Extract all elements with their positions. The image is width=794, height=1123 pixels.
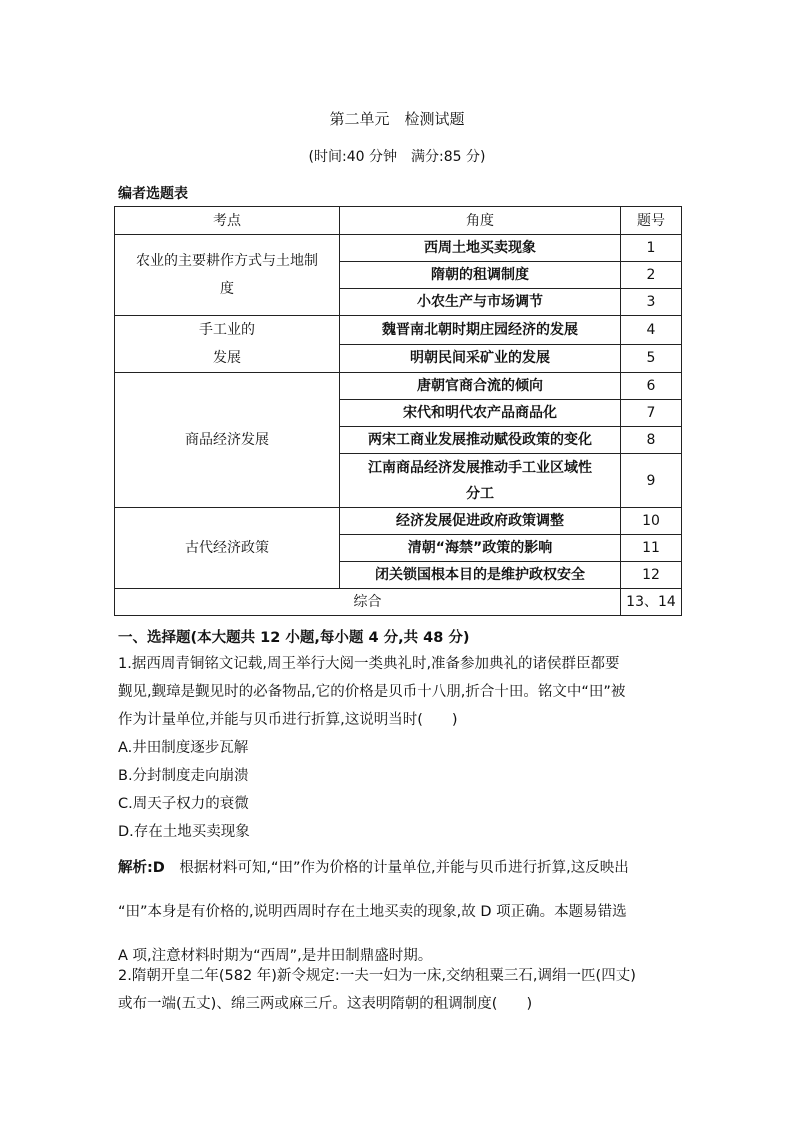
number-cell: 1	[621, 235, 682, 262]
table-row	[115, 373, 682, 400]
number-cell: 3	[621, 289, 682, 316]
analysis	[118, 846, 680, 978]
analysis-label: 解析:D	[118, 860, 165, 876]
number-cell: 7	[621, 400, 682, 427]
page-title: 第二单元 检测试题	[329, 110, 465, 128]
point-cell	[115, 316, 340, 373]
angle-cell: 经济发展促进政府政策调整	[340, 508, 621, 535]
table-row	[115, 508, 682, 535]
question-stem-line: 作为计量单位,并能与贝币进行折算,这说明当时( )	[118, 712, 458, 728]
table-header-row	[115, 207, 682, 235]
summary-number: 13、14	[621, 589, 682, 616]
angle-cell: 小农生产与市场调节	[340, 289, 621, 316]
section-heading-block	[118, 624, 680, 652]
angle-cell: 魏晋南北朝时期庄园经济的发展	[340, 316, 621, 345]
exam-info: (时间:40 分钟 满分:85 分)	[308, 149, 486, 165]
angle-line: 分工	[466, 485, 494, 502]
option-d: D.存在土地买卖现象	[118, 824, 250, 840]
point-cell: 商品经济发展	[115, 373, 340, 508]
angle-line: 江南商品经济发展推动手工业区域性	[368, 459, 592, 476]
angle-cell: 闭关锁国根本目的是维护政权安全	[340, 562, 621, 589]
number-cell: 10	[621, 508, 682, 535]
option-b: B.分封制度走向崩溃	[118, 768, 249, 784]
analysis-text: 根据材料可知,“田”作为价格的计量单位,并能与贝币进行折算,这反映出	[164, 860, 629, 876]
question-stem-line: 觐见,觐璋是觐见时的必备物品,它的价格是贝币十八朋,折合十田。铭文中“田”被	[118, 684, 626, 700]
point-line: 手工业的	[199, 322, 255, 338]
angle-cell: 宋代和明代农产品商品化	[340, 400, 621, 427]
header-point: 考点	[115, 207, 340, 235]
analysis-line	[118, 846, 680, 890]
number-cell: 12	[621, 562, 682, 589]
analysis-line: A 项,注意材料时期为“西周”,是井田制鼎盛时期。	[118, 948, 433, 964]
question-2	[118, 962, 680, 1018]
question-stem-line: 1.据西周青铜铭文记载,周王举行大阅一类典礼时,准备参加典礼的诸侯群臣都要	[118, 656, 620, 672]
option-c: C.周天子权力的衰微	[118, 796, 249, 812]
angle-cell: 两宋工商业发展推动赋役政策的变化	[340, 427, 621, 454]
number-cell: 2	[621, 262, 682, 289]
table-caption: 编者选题表	[118, 186, 188, 202]
header-angle: 角度	[340, 207, 621, 235]
number-cell: 4	[621, 316, 682, 345]
table-summary-row	[115, 589, 682, 616]
number-cell: 5	[621, 344, 682, 373]
summary-label: 综合	[115, 589, 621, 616]
table-row	[115, 235, 682, 262]
analysis-line: “田”本身是有价格的,说明西周时存在土地买卖的现象,故 D 项正确。本题易错选	[118, 904, 627, 920]
topic-selection-table	[114, 206, 682, 616]
question-1	[118, 650, 680, 978]
point-line: 发展	[213, 350, 241, 366]
option-a: A.井田制度逐步瓦解	[118, 740, 249, 756]
header-number: 题号	[621, 207, 682, 235]
number-cell: 6	[621, 373, 682, 400]
angle-cell: 唐朝官商合流的倾向	[340, 373, 621, 400]
number-cell: 9	[621, 454, 682, 508]
question-stem-line: 或布一端(五丈)、绵三两或麻三斤。这表明隋朝的租调制度( )	[118, 996, 533, 1012]
table-row	[115, 316, 682, 345]
angle-cell: 清朝“海禁”政策的影响	[340, 535, 621, 562]
angle-cell: 隋朝的租调制度	[340, 262, 621, 289]
point-line: 度	[220, 281, 234, 297]
angle-cell: 西周土地买卖现象	[340, 235, 621, 262]
number-cell: 8	[621, 427, 682, 454]
section-title: 一、选择题(本大题共 12 小题,每小题 4 分,共 48 分)	[118, 630, 470, 646]
point-line: 农业的主要耕作方式与土地制	[136, 253, 318, 269]
angle-cell	[340, 454, 621, 508]
angle-cell: 明朝民间采矿业的发展	[340, 344, 621, 373]
point-cell	[115, 235, 340, 316]
question-stem-line: 2.隋朝开皇二年(582 年)新令规定:一夫一妇为一床,交纳租粟三石,调绢一匹(四丈)	[118, 968, 636, 984]
point-cell: 古代经济政策	[115, 508, 340, 589]
number-cell: 11	[621, 535, 682, 562]
